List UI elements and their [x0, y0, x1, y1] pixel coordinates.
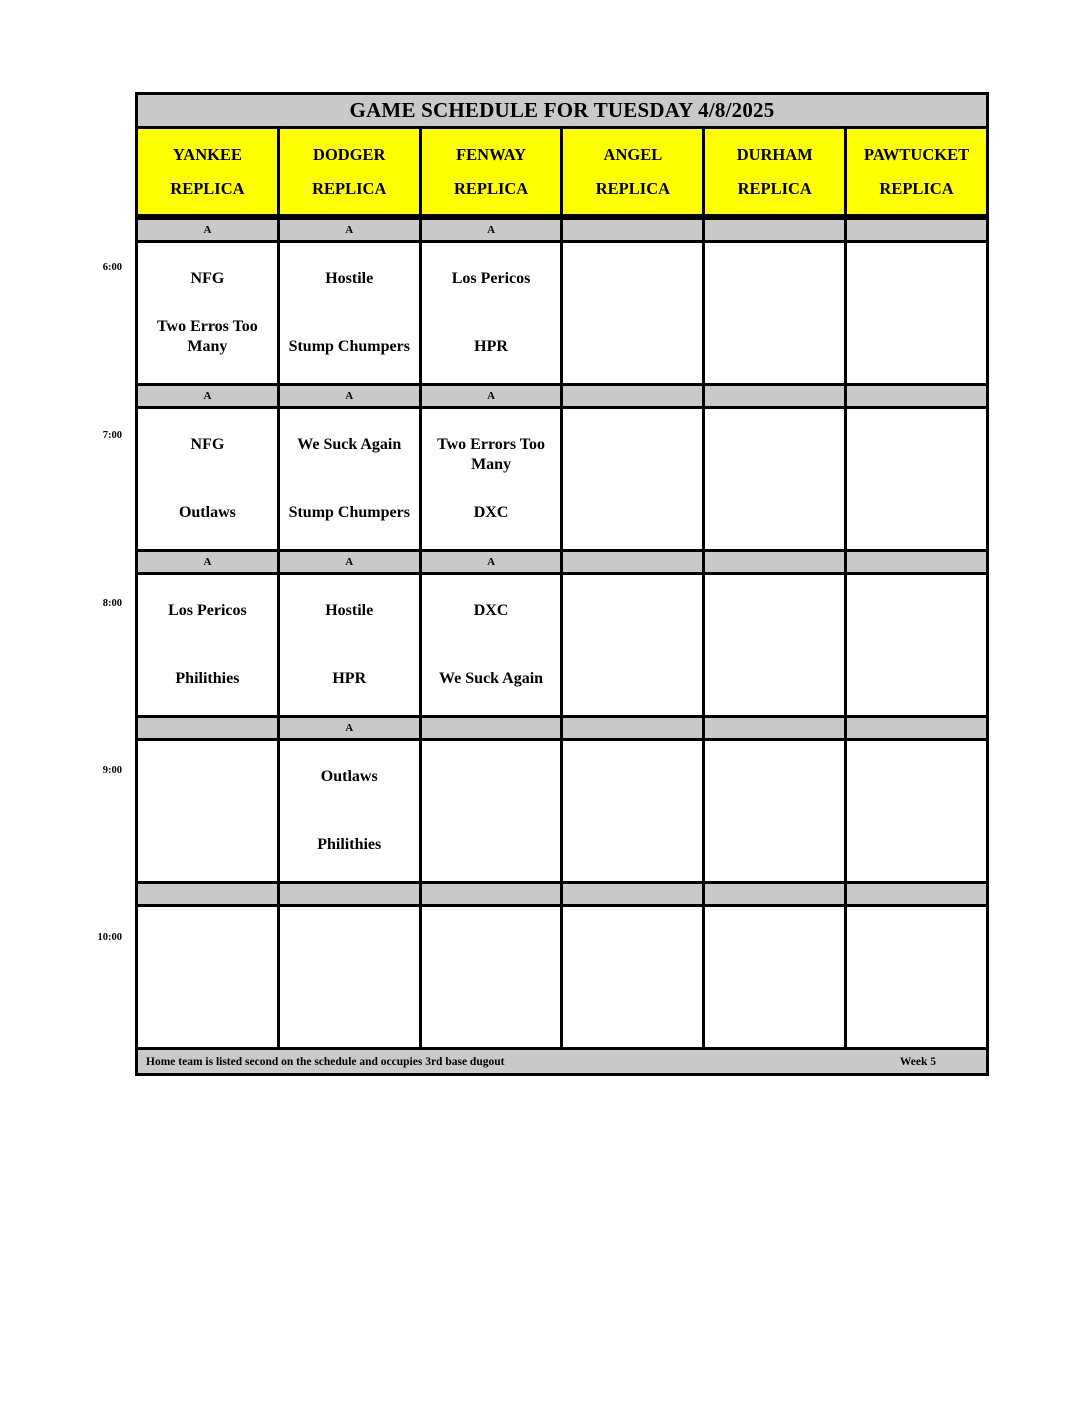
game-cell[interactable] — [705, 907, 847, 1047]
division-mark-row — [138, 217, 986, 243]
game-cell[interactable] — [563, 243, 705, 383]
field-name: ANGEL — [603, 144, 663, 164]
page-title: GAME SCHEDULE FOR TUESDAY 4/8/2025 — [138, 95, 986, 129]
field-header-pawtucket — [847, 129, 986, 214]
division-mark — [705, 220, 847, 240]
away-team: We Suck Again — [297, 436, 402, 453]
game-cell[interactable] — [422, 409, 564, 549]
division-mark: A — [138, 220, 280, 240]
division-mark: A — [138, 552, 280, 572]
game-cell[interactable] — [138, 409, 280, 549]
field-name: YANKEE — [172, 144, 242, 164]
game-cell[interactable] — [705, 741, 847, 881]
time-label-700: 7:00 — [102, 430, 122, 441]
division-mark — [563, 220, 705, 240]
division-mark: A — [280, 552, 422, 572]
away-team: Los Pericos — [168, 602, 247, 619]
game-cell[interactable] — [847, 243, 986, 383]
game-cell[interactable] — [280, 243, 422, 383]
game-cell[interactable] — [280, 907, 422, 1047]
field-header-angel — [563, 129, 705, 214]
field-subname: REPLICA — [312, 178, 387, 198]
field-subname: REPLICA — [737, 178, 812, 198]
division-mark: A — [138, 386, 280, 406]
time-label-1000: 10:00 — [97, 932, 122, 943]
away-team: Hostile — [325, 270, 374, 287]
division-mark — [847, 552, 986, 572]
field-subname: REPLICA — [879, 178, 954, 198]
division-mark: A — [422, 220, 564, 240]
away-team: Outlaws — [320, 768, 378, 785]
field-name: FENWAY — [456, 144, 527, 164]
footer-note: Home team is listed second on the schedule and occupies 3rd base dugout — [146, 1055, 505, 1068]
schedule-table — [135, 92, 989, 1076]
home-team: Stump Chumpers — [288, 504, 410, 521]
game-cell[interactable] — [422, 741, 564, 881]
division-mark — [138, 718, 280, 738]
time-slot-600 — [138, 217, 986, 383]
time-slot-900 — [138, 715, 986, 881]
division-mark — [705, 884, 847, 904]
time-label-800: 8:00 — [102, 598, 122, 609]
home-team: Philithies — [317, 836, 382, 853]
game-cell[interactable] — [422, 575, 564, 715]
division-mark — [847, 884, 986, 904]
division-mark — [563, 386, 705, 406]
away-team: NFG — [190, 436, 225, 453]
games-row — [138, 409, 986, 549]
home-team: DXC — [473, 504, 509, 521]
division-mark: A — [280, 718, 422, 738]
games-row — [138, 907, 986, 1047]
time-slot-800 — [138, 549, 986, 715]
division-mark: A — [422, 552, 564, 572]
field-name: DODGER — [313, 144, 386, 164]
game-cell[interactable] — [563, 575, 705, 715]
division-mark — [847, 220, 986, 240]
field-header-fenway — [422, 129, 564, 214]
time-slot-700 — [138, 383, 986, 549]
division-mark: A — [422, 386, 564, 406]
game-cell[interactable] — [422, 243, 564, 383]
away-team: Two Errors Too Many — [437, 436, 545, 473]
field-header-dodger — [280, 129, 422, 214]
week-label: Week 5 — [899, 1055, 936, 1068]
game-cell[interactable] — [138, 741, 280, 881]
home-team: HPR — [332, 670, 367, 687]
division-mark — [847, 386, 986, 406]
game-cell[interactable] — [138, 243, 280, 383]
game-cell[interactable] — [280, 575, 422, 715]
division-mark — [705, 552, 847, 572]
division-mark-row — [138, 383, 986, 409]
division-mark — [705, 386, 847, 406]
field-subname: REPLICA — [170, 178, 245, 198]
game-cell[interactable] — [280, 741, 422, 881]
game-cell[interactable] — [705, 409, 847, 549]
field-name: PAWTUCKET — [863, 144, 970, 164]
home-team: Outlaws — [178, 504, 236, 521]
division-mark-row — [138, 715, 986, 741]
field-header-durham — [705, 129, 847, 214]
division-mark — [563, 552, 705, 572]
division-mark — [422, 718, 564, 738]
time-label-900: 9:00 — [102, 765, 122, 776]
time-label-600: 6:00 — [102, 262, 122, 273]
footer — [138, 1047, 986, 1073]
time-slot-1000 — [138, 881, 986, 1047]
games-row — [138, 243, 986, 383]
home-team: Two Erros Too Many — [157, 318, 258, 355]
field-subname: REPLICA — [595, 178, 671, 198]
field-name: DURHAM — [736, 144, 813, 164]
home-team: Philithies — [175, 670, 240, 687]
division-mark-row — [138, 881, 986, 907]
division-mark — [563, 718, 705, 738]
game-cell[interactable] — [422, 907, 564, 1047]
division-mark — [138, 884, 280, 904]
game-cell[interactable] — [563, 907, 705, 1047]
away-team: Los Pericos — [451, 270, 531, 287]
game-cell[interactable] — [847, 575, 986, 715]
away-team: Hostile — [325, 602, 374, 619]
division-mark — [705, 718, 847, 738]
division-mark — [422, 884, 564, 904]
division-mark — [847, 718, 986, 738]
game-cell[interactable] — [563, 409, 705, 549]
away-team: DXC — [473, 602, 509, 619]
home-team: Stump Chumpers — [288, 338, 410, 355]
game-cell[interactable] — [705, 575, 847, 715]
game-cell[interactable] — [847, 907, 986, 1047]
field-subname: REPLICA — [453, 178, 529, 198]
game-cell[interactable] — [138, 907, 280, 1047]
home-team: HPR — [474, 338, 508, 355]
division-mark — [280, 884, 422, 904]
division-mark: A — [280, 386, 422, 406]
away-team: NFG — [190, 270, 225, 287]
game-cell[interactable] — [847, 741, 986, 881]
field-header-row — [138, 129, 986, 217]
division-mark-row — [138, 549, 986, 575]
game-cell[interactable] — [847, 409, 986, 549]
division-mark: A — [280, 220, 422, 240]
home-team: We Suck Again — [439, 670, 544, 687]
division-mark — [563, 884, 705, 904]
game-cell[interactable] — [138, 575, 280, 715]
games-row — [138, 741, 986, 881]
game-cell[interactable] — [280, 409, 422, 549]
games-row — [138, 575, 986, 715]
game-cell[interactable] — [563, 741, 705, 881]
field-header-yankee — [138, 129, 280, 214]
game-cell[interactable] — [705, 243, 847, 383]
